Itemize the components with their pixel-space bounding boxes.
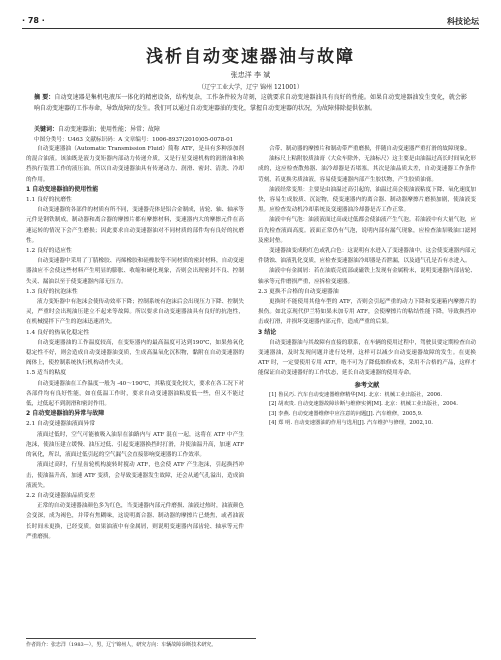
page-number: · 78 · (22, 16, 45, 25)
paragraph: 液面过高时，行星齿轮机构旋转时搅动 ATF，也会使 ATF 产生泡沫，引起换挡冲击，使油温升高，加速 ATF 变质，会导致变速器发生故障，还会从通气孔溢出，造成油液流失。 (26, 462, 244, 489)
paragraph: 更换时不能使用其他车型的 ATF，否则会引起严重的动力下降和变速箱内摩擦片的损伤。如北京现代伊兰特如果未加专用 ATF，会使摩擦片的粘结性能下降，导致换挡冲击或打滑，并损坏变速器内部元件，造成严重的后果。 (258, 299, 476, 326)
subsection-heading: 2.2 自动变速器油品质变差 (26, 492, 96, 499)
section-heading: 1 自动变速器油的使用性能 (26, 185, 99, 193)
abstract (34, 93, 467, 114)
reference-list (258, 391, 476, 429)
left-column (26, 144, 244, 542)
keywords-label: 关键词： (34, 126, 59, 133)
paragraph: 油液经常变黑：主要是由油温过高引起的，油温过高会使油液粘度下降、氧化速度加快，容易生成胶质、沉淀物，使变速器内的离合器、制动器摩擦片磨损加剧，使油液变黑。应检查发动机冷却系统及变速器油冷却器是否工作正常。 (258, 186, 476, 214)
article-authors: 张忠洋 李 斌 (230, 71, 271, 79)
paragraph: 合带、制动器的摩擦片和制动带严重磨损，伴随自动变速器严重打滑的故障现象。 (269, 146, 471, 152)
references-heading: 参考文献 (354, 381, 380, 389)
paragraph: 油液中有气泡：油液液面过高或过低都会使油液产生气泡。若油液中有大量气泡，应首先检查液面高度。液面正常仍有气泡，说明内部有漏气现象，应检查油泵吸油口滤网及密封垫。 (258, 217, 476, 244)
reference-item: [3] 李燕. 自动变速器维修中应注意的问题[J]. 汽车维修，2005,9. (269, 410, 423, 417)
section-heading: 3 结论 (258, 328, 277, 336)
keywords (34, 124, 467, 133)
right-column-body (258, 144, 476, 379)
abstract-label: 摘 要： (34, 94, 55, 101)
subsection-heading: 1.1 良好的抗磨性 (26, 197, 72, 204)
article-title: 浅析自动变速器油与故障 (146, 47, 355, 67)
reference-item: [1] 鲁民巧. 汽车自动变速器维修精华[M]. 北京：机械工业出版社，2006. (269, 391, 443, 398)
subsection-heading: 1.4 良好的热氧化稳定性 (26, 329, 90, 336)
paragraph: 液面过低时，空气可能被吸入油泵在油路内与 ATF 混在一起，这将在 ATF 中产生泡沫，使油压建立缓慢、油压过低、引起变速器换挡时打滑，并使油温升高，加速 ATF 的氧化，所以，液面过低引起的空气漏气会直接影响变速器的工作效率。 (26, 431, 244, 459)
reference-item: [2] 胡欢贵. 自动变速器故障诊断与维修实例[M]. 北京：机械工业出版社，2004. (269, 401, 458, 408)
classification-info: 中图分类号：U463 文献标识码：A 文章编号：1006-8937(2010)05-0078-01 (34, 137, 234, 143)
paragraph: 自动变速器的各部件的材质有所不同，变速器壳体是铝合金制成，齿轮、轴、轴承等元件是钢铁制成，制动器和离合器的摩擦片都有摩擦材料，变速器内大的摩擦元件在高速运转的情况下会产生磨损；因此要求自动变速器油对不同材质的部件均有良好的抗磨性。 (26, 207, 244, 244)
page-header (22, 14, 479, 28)
author-affiliation: （辽宁工业大学，辽宁 锦州 121001） (198, 84, 303, 91)
paragraph: 自动变速器油与其故障有直接的联系，在车辆的使用过程中，驾驶员要定期检查自动变速器油，及时发现问题并进行处理，这样可以减少自动变速器故障的发生。在更换 ATF 时，一定要使用专用 ATF，绝不可为了降低维修成本，采用不合格的产品，这样才能保证自动变速器好的工作状态，延长自动变速器的使用寿命。 (258, 339, 476, 377)
paragraph: 液力变矩器中有泡沫会使传动效率下降；控制系统有泡沫后会出现压力下降、控制失灵，严重时会出现油压建立不起来等故障。所以要求自动变速器油具有良好的抗泡性，在机械搅拌下产生的泡沫迅速消失。 (26, 299, 244, 326)
keywords-text: 自动变速器油；使用性能；异常；故障 (58, 126, 161, 133)
author-footnote: 作者简介：张忠洋（1983—），男，辽宁锦州人，研究方向：车辆故障诊断技术研究。 (26, 638, 256, 648)
section-heading: 2 自动变速器油的异常与故障 (26, 410, 105, 418)
subsection-heading: 2.1 自动变速器油液面异常 (26, 421, 96, 428)
paragraph: 油液中有金属屑：若在油底壳底部或磁铁上发现有金属粉末，说明变速器内部齿轮、轴承等元件磨损严重，应拆检变速器。 (258, 268, 476, 285)
subsection-heading: 1.5 适当的粘度 (26, 370, 67, 377)
subsection-heading: 1.2 良好的适应性 (26, 248, 72, 255)
journal-section: 科技论坛 (447, 17, 479, 26)
paragraph: 油标尺上粘附胶质油膏（大众车除外，无油标尺）这主要是由油温过高长时间氧化形成的，这应检查散热器、油冷却器是否堵塞。其次是油品质太差，自动变速器工作条件苛刻，若更换劣质油液，容易使变速器内部产生胶状物，产生胶质油膏。 (258, 156, 476, 183)
paragraph: 自动变速器中采用了丁腈橡胶、丙烯橡胶和硅橡胶等不同材质的密封材料，自动变速器油应不会使这些材料产生明显的膨胀、收缩和硬化现象，否则会出现密封不良、控制失灵、漏油以至于使变速器内部无压力。 (26, 258, 244, 285)
paragraph: 正常的自动变速器油颜色多为红色，当变速器内部元件磨损、油液过热时，油液颜色会变深，成为褐色，并带有焦糊味，这说明离合器、制动器的摩擦片已烧焦，或者油液长时间未更换，已经变质。如果油液中有金属屑，则说明变速器内部齿轮、轴承等元件严重磨损。 (26, 503, 244, 540)
subsection-heading: 1.3 良好的抗泡沫性 (26, 288, 78, 295)
subsection-heading: 2.3 更换不合格的自动变速器油 (258, 288, 339, 295)
paragraph: 自动变速器油的工作温度较高，在变矩器内的最高温度可达到190℃，如果热氧化稳定性不好，则会造成自动变速器油变质，生成高温氧化沉积物，黏附在自动变速器的阀体上，使控制系统执行机构动作失灵。 (26, 339, 244, 367)
abstract-text: 自动变速器是集机电液压一体化的精密设备，结构复杂，工作条件较为苛刻，这就要求自动变速器油具有良好的性能。如果自动变速器油发生变化，就会影响自动变速器的工作寿命，导致故障的发生。我们可以通过自动变速器油的变化，掌握自动变速器的状况，为故障排除提供依据。 (34, 94, 467, 112)
header-rule (22, 28, 479, 29)
paragraph: 自动变速器油在工作温度一般为 -40～190℃，其粘度变化较大，要求在各工况下对各部件均有良好性能，如在低温工作时，要求自动变速器油粘度低一些，但又不能过低，过低起不到润滑和密封作用。 (26, 380, 244, 408)
right-column (258, 144, 476, 429)
paragraph: 自动变速器油（Automatic Transmission Fluid）简称 ATF，是具有多种添加剂的混合油液。该油既是液力变矩器内部动力传递介质，又是行星变速机构的润滑油和换挡执行装置工作的液压油。所以自动变速器油具有传递动力、润滑、密封、清洗、冷却的作用。 (26, 146, 244, 183)
paragraph: 变速器油变成粉红色或乳白色：这说明有水进入了变速器油中，这会使变速器内部元件锈蚀、油液乳化变质，应检查变速器油冷却器是否泄漏，以及通气孔是否有水进入。 (258, 248, 476, 265)
reference-item: [4] 郑 明. 自动变速器油的作用与选用[J]. 汽车维护与修理，2002,10. (269, 420, 433, 427)
